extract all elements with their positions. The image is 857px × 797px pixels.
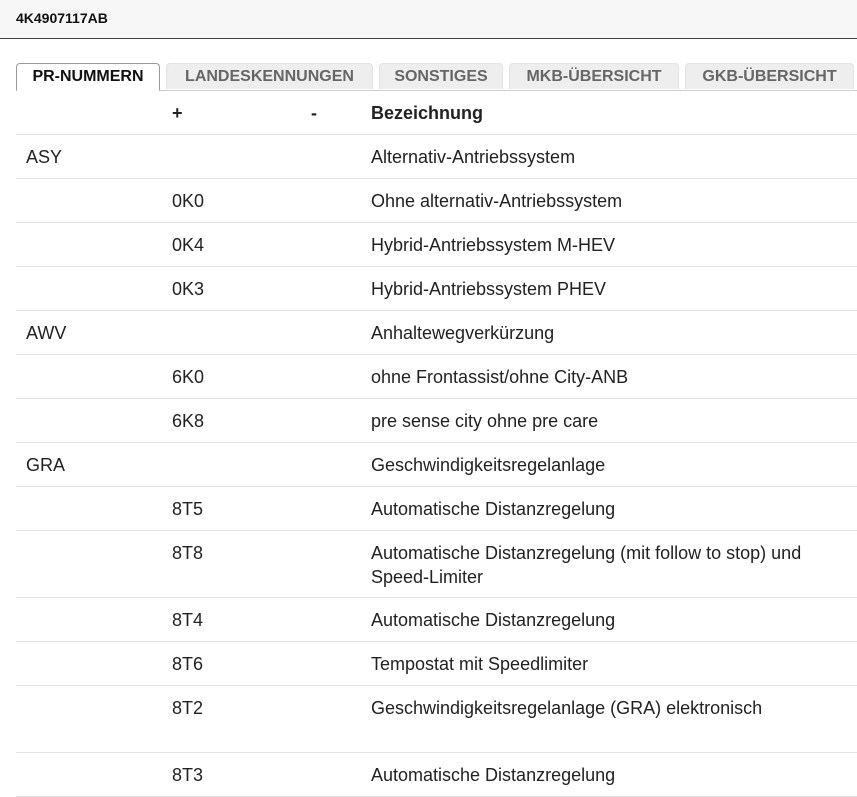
table-row: [16, 223, 857, 267]
cell-description: Automatische Distanzregelung: [371, 765, 616, 785]
cell-description: Automatische Distanzregelung: [371, 499, 616, 519]
tab-sonstiges[interactable]: SONSTIGES: [379, 63, 503, 89]
table-row: [16, 598, 857, 642]
cell-description: Hybrid-Antriebssystem PHEV: [371, 279, 607, 299]
cell-plus: 8T2: [172, 698, 204, 718]
table-row: [16, 311, 857, 355]
cell-description: ohne Frontassist/ohne City-ANB: [371, 367, 629, 387]
cell-plus: 8T6: [172, 654, 204, 674]
cell-plus: 8T8: [172, 543, 204, 563]
table-row: [16, 753, 857, 797]
tab-bar: [16, 63, 857, 91]
table-header-row: [16, 91, 857, 135]
cell-description: Tempostat mit Speedlimiter: [371, 654, 589, 674]
table-row: [16, 267, 857, 311]
header-description: Bezeichnung: [371, 103, 484, 123]
cell-description: Automatische Distanzregelung (mit follow to stop) und Speed-Limiter: [371, 543, 802, 587]
cell-plus: 8T3: [172, 765, 204, 785]
tab-landeskennungen[interactable]: LANDESKENNUNGEN: [166, 63, 373, 89]
cell-description: Geschwindigkeitsregelanlage (GRA) elektronisch: [371, 698, 763, 718]
table-row: [16, 179, 857, 223]
top-bar: [0, 0, 857, 39]
tab-pr-nummern[interactable]: PR-NUMMERN: [16, 63, 160, 91]
cell-description: Geschwindigkeitsregelanlage: [371, 455, 606, 475]
cell-description: Alternativ-Antriebssystem: [371, 147, 576, 167]
page-title: 4K4907117AB: [16, 10, 108, 26]
header-minus: -: [311, 103, 317, 123]
table-row: [16, 443, 857, 487]
cell-group: GRA: [26, 455, 66, 475]
header-plus: +: [172, 103, 183, 123]
cell-plus: 8T5: [172, 499, 204, 519]
cell-description: Anhaltewegverkürzung: [371, 323, 555, 343]
table-row: [16, 531, 857, 598]
tab-mkb-uebersicht[interactable]: MKB-ÜBERSICHT: [509, 63, 679, 89]
cell-plus: 6K0: [172, 367, 205, 387]
tab-gkb-uebersicht[interactable]: GKB-ÜBERSICHT: [685, 63, 854, 89]
table-row: [16, 686, 857, 753]
cell-group: ASY: [26, 147, 63, 167]
cell-description: Automatische Distanzregelung: [371, 610, 616, 630]
cell-description: Ohne alternativ-Antriebssystem: [371, 191, 623, 211]
table-row: [16, 135, 857, 179]
cell-plus: 0K3: [172, 279, 205, 299]
cell-plus: 8T4: [172, 610, 204, 630]
cell-plus: 0K4: [172, 235, 205, 255]
table-row: [16, 399, 857, 443]
table-row: [16, 487, 857, 531]
cell-description: pre sense city ohne pre care: [371, 411, 599, 431]
table-row: [16, 355, 857, 399]
table-row: [16, 642, 857, 686]
pr-numbers-table: [16, 91, 857, 797]
cell-group: AWV: [26, 323, 67, 343]
cell-description: Hybrid-Antriebssystem M-HEV: [371, 235, 616, 255]
cell-plus: 0K0: [172, 191, 205, 211]
cell-plus: 6K8: [172, 411, 205, 431]
